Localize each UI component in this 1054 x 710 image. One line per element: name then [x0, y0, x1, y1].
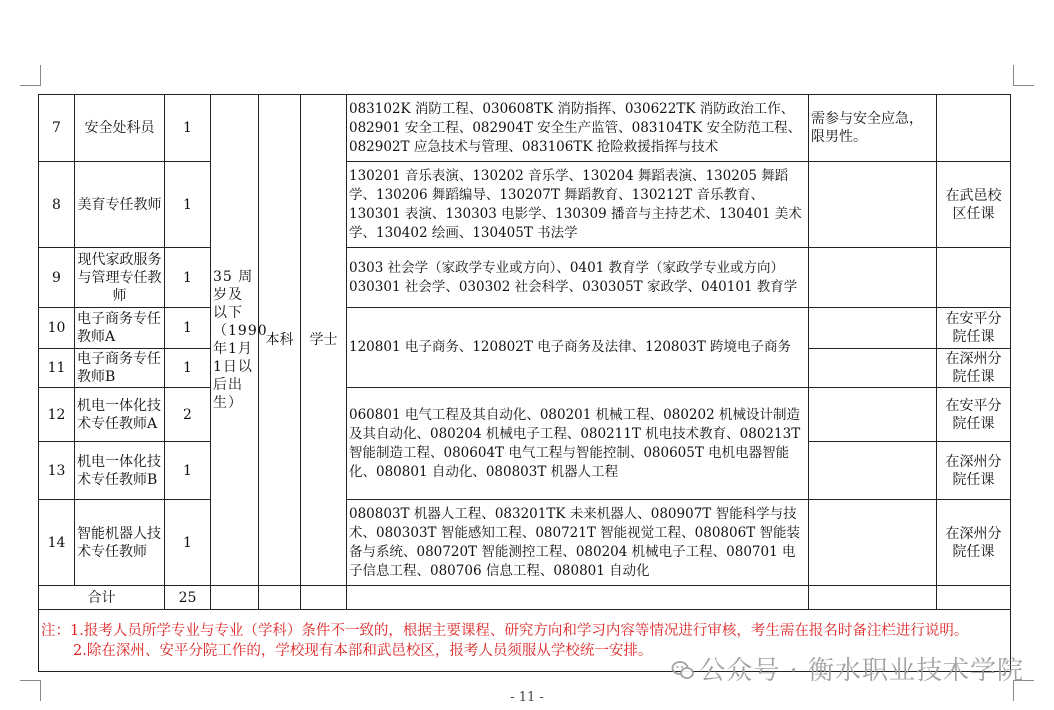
remark: 在深州分院任课 [937, 349, 1011, 388]
table-row [39, 308, 1011, 349]
major-requirement: 130201 音乐表演、130202 音乐学、130204 舞蹈表演、130205 舞蹈学、130206 舞蹈编导、130207T 舞蹈教育、130212T 音乐教育、130301 表演、130303 电影学、130309 播音与主持艺术、130401 美术学、130402 绘画、130405T 书法学 [347, 162, 809, 248]
total-row [39, 586, 1011, 610]
headcount: 1 [165, 248, 211, 308]
position-name: 安全处科员 [75, 95, 165, 162]
other-requirement [809, 500, 937, 586]
other-requirement [809, 442, 937, 500]
position-name: 电子商务专任教师A [75, 308, 165, 349]
major-requirement: 083102K 消防工程、030608TK 消防指挥、030622TK 消防政治工作、082901 安全工程、082904T 安全生产监管、083104TK 安全防范工程、082902T 应急技术与管理、083106TK 抢险救援指挥与技术 [347, 95, 809, 162]
remark: 在安平分院任课 [937, 308, 1011, 349]
major-requirement: 0303 社会学（家政学专业或方向）、0401 教育学（家政学专业或方向） 030301 社会学、030302 社会科学、030305T 家政学、040101 教育学 [347, 248, 809, 308]
headcount: 2 [165, 388, 211, 442]
empty-cell [347, 586, 809, 610]
other-requirement [809, 388, 937, 442]
row-number: 13 [39, 442, 75, 500]
total-label: 合计 [39, 586, 165, 610]
remark: 在安平分院任课 [937, 388, 1011, 442]
empty-cell [211, 586, 259, 610]
row-number: 9 [39, 248, 75, 308]
age-requirement: 35 周岁及以下（1990年1月1日以后出生） [211, 95, 259, 586]
major-requirement: 120801 电子商务、120802T 电子商务及法律、120803T 跨境电子商务 [347, 308, 809, 388]
major-requirement: 080803T 机器人工程、083201TK 未来机器人、080907T 智能科学与技术、080303T 智能感知工程、080721T 智能视觉工程、080806T 智能装备与系统、080720T 智能测控工程、080204 机械电子工程、080701 电子信息工程、080706 信息工程、080801 自动化 [347, 500, 809, 586]
row-number: 11 [39, 349, 75, 388]
row-number: 8 [39, 162, 75, 248]
remark: 在武邑校区任课 [937, 162, 1011, 248]
row-number: 10 [39, 308, 75, 349]
other-requirement: 需参与安全应急，限男性。 [809, 95, 937, 162]
table-row [39, 500, 1011, 586]
position-name: 机电一体化技术专任教师B [75, 442, 165, 500]
total-count: 25 [165, 586, 211, 610]
crop-mark-top-left [20, 65, 41, 86]
remark: 在深州分院任课 [937, 442, 1011, 500]
row-number: 12 [39, 388, 75, 442]
note-line-2: 2.除在深州、安平分院工作的，学校现有本部和武邑校区，报考人员须服从学校统一安排。 [73, 642, 653, 659]
position-name: 现代家政服务与管理专任教师 [75, 248, 165, 308]
table-row [39, 162, 1011, 248]
position-name: 智能机器人技术专任教师 [75, 500, 165, 586]
major-requirement: 060801 电气工程及其自动化、080201 机械工程、080202 机械设计制造及其自动化、080204 机械电子工程、080211T 机电技术教育、080213T 智能制造工程、080604T 电气工程与智能控制、080605T 电机电器智能化、080801 自动化、080803T 机器人工程 [347, 388, 809, 500]
position-name: 电子商务专任教师B [75, 349, 165, 388]
empty-cell [301, 586, 347, 610]
note-line-1: 注：1.报考人员所学专业与专业（学科）条件不一致的，根据主要课程、研究方向和学习内容等情况进行审核，考生需在报名时备注栏进行说明。 [41, 622, 969, 639]
row-number: 14 [39, 500, 75, 586]
table-row [39, 388, 1011, 442]
education-requirement: 本科 [259, 95, 301, 586]
crop-mark-top-right [1013, 65, 1034, 86]
empty-cell [937, 586, 1011, 610]
empty-cell [809, 586, 937, 610]
headcount: 1 [165, 162, 211, 248]
table-row [39, 95, 1011, 162]
other-requirement [809, 248, 937, 308]
headcount: 1 [165, 308, 211, 349]
degree-requirement: 学士 [301, 95, 347, 586]
headcount: 1 [165, 442, 211, 500]
position-name: 机电一体化技术专任教师A [75, 388, 165, 442]
recruitment-table [38, 94, 1011, 672]
other-requirement [809, 349, 937, 388]
other-requirement [809, 162, 937, 248]
remark [937, 248, 1011, 308]
headcount: 1 [165, 349, 211, 388]
headcount: 1 [165, 95, 211, 162]
other-requirement [809, 308, 937, 349]
page-number: - 11 - [510, 690, 544, 705]
wechat-icon [671, 658, 695, 682]
empty-cell [259, 586, 301, 610]
table-row [39, 248, 1011, 308]
headcount: 1 [165, 500, 211, 586]
watermark [671, 650, 1024, 687]
position-name: 美育专任教师 [75, 162, 165, 248]
row-number: 7 [39, 95, 75, 162]
remark [937, 95, 1011, 162]
remark: 在深州分院任课 [937, 500, 1011, 586]
watermark-text: 公众号 · 衡水职业技术学院 [699, 656, 1024, 686]
